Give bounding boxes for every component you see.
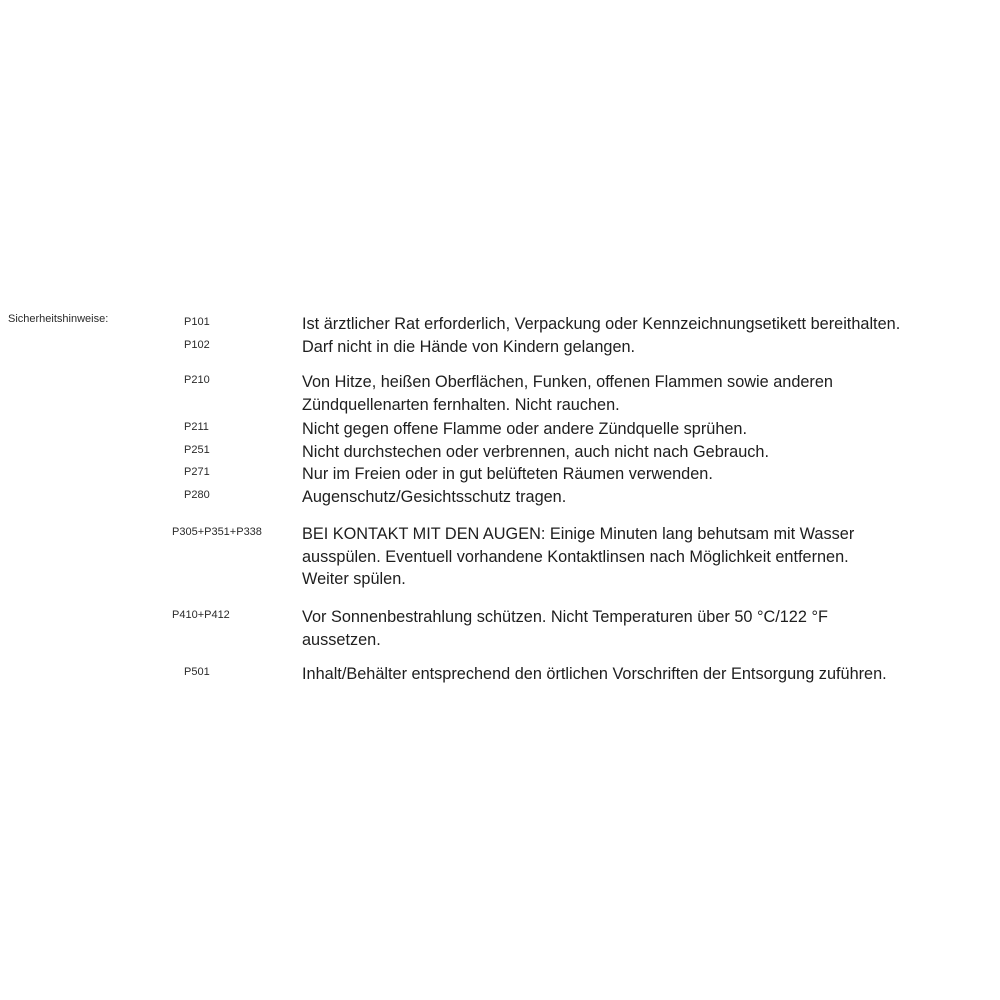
statement-code: P410+P412 <box>172 609 230 621</box>
statement-line: Nicht durchstechen oder verbrennen, auch nicht nach Gebrauch. <box>302 443 770 461</box>
statement-code: P211 <box>184 421 209 433</box>
statement-text <box>302 663 992 686</box>
statement-line: Von Hitze, heißen Oberflächen, Funken, offenen Flammen sowie anderen <box>302 373 833 391</box>
statement-line: Zündquellenarten fernhalten. Nicht rauchen. <box>302 395 620 414</box>
statement-line: Inhalt/Behälter entsprechend den örtlichen Vorschriften der Entsorgung zuführen. <box>302 665 887 683</box>
statement-code: P102 <box>184 339 210 351</box>
statement-code: P101 <box>184 316 210 328</box>
statement-text <box>302 313 992 336</box>
statement-text <box>302 441 992 464</box>
statement-line: Vor Sonnenbestrahlung schützen. Nicht Temperaturen über 50 °C/122 °F <box>302 608 828 626</box>
statement-code: P501 <box>184 666 210 678</box>
statement-text <box>302 336 992 359</box>
statement-text <box>302 606 992 651</box>
statement-line: Augenschutz/Gesichtsschutz tragen. <box>302 488 567 506</box>
statement-line: aussetzen. <box>302 630 381 649</box>
statement-text <box>302 418 992 441</box>
statement-text <box>302 463 992 486</box>
statement-code: P280 <box>184 489 210 501</box>
statement-code: P305+P351+P338 <box>172 526 262 538</box>
statement-line: Nicht gegen offene Flamme oder andere Zündquelle sprühen. <box>302 420 748 438</box>
statement-text <box>302 371 992 416</box>
section-label: Sicherheitshinweise: <box>8 313 109 325</box>
statement-line: Weiter spülen. <box>302 570 406 588</box>
statement-line: Ist ärztlicher Rat erforderlich, Verpackung oder Kennzeichnungsetikett bereithalten. <box>302 315 901 333</box>
statement-line: ausspülen. Eventuell vorhandene Kontaktlinsen nach Möglichkeit entfernen. <box>302 547 849 566</box>
statement-line: Darf nicht in die Hände von Kindern gelangen. <box>302 338 636 356</box>
statement-text <box>302 523 992 591</box>
statement-code: P210 <box>184 374 210 386</box>
statement-text <box>302 486 992 509</box>
statement-code: P251 <box>184 444 210 456</box>
statement-line: Nur im Freien oder in gut belüfteten Räumen verwenden. <box>302 465 713 483</box>
statement-line: BEI KONTAKT MIT DEN AUGEN: Einige Minuten lang behutsam mit Wasser <box>302 525 855 543</box>
statement-code: P271 <box>184 466 210 478</box>
